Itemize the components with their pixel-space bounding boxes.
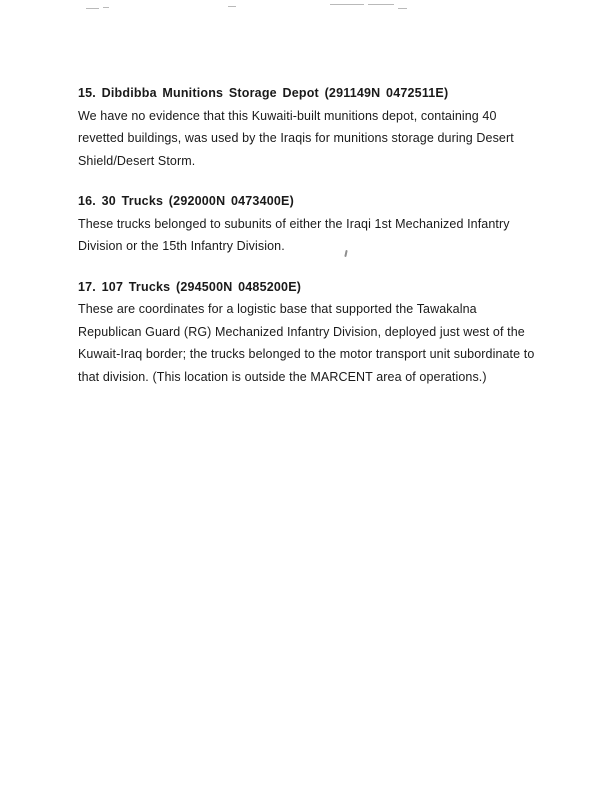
section-body: We have no evidence that this Kuwaiti-built munitions depot, containing 40 revetted buildings, was used by the Iraqis for munitions storage during Desert Shield/Desert Storm. <box>78 108 514 168</box>
scan-artifact <box>368 4 394 5</box>
section-item-17 <box>78 276 542 389</box>
scan-artifact <box>398 8 407 9</box>
section-item-16 <box>78 190 542 258</box>
scan-artifact <box>228 6 236 7</box>
section-body: These trucks belonged to subunits of either the Iraqi 1st Mechanized Infantry Division or the 15th Infantry Division. <box>78 216 510 253</box>
section-body: These are coordinates for a logistic base that supported the Tawakalna Republican Guard (RG) Mechanized Infantry Division, deployed just west of the Kuwait-Iraq border; the trucks belonged to the motor transport unit subordinate to that division. (This location is outside the MARCENT area of operations.) <box>78 302 535 384</box>
section-heading: 17. 107 Trucks (294500N 0485200E) <box>78 279 302 294</box>
section-heading: 16. 30 Trucks (292000N 0473400E) <box>78 194 294 208</box>
section-heading: 15. Dibdibba Munitions Storage Depot (291149N 0472511E) <box>78 86 449 100</box>
scan-artifact <box>86 8 99 9</box>
document-content <box>78 82 542 406</box>
scan-artifact <box>330 4 364 5</box>
scan-artifact <box>103 7 109 8</box>
section-item-15 <box>78 82 542 172</box>
